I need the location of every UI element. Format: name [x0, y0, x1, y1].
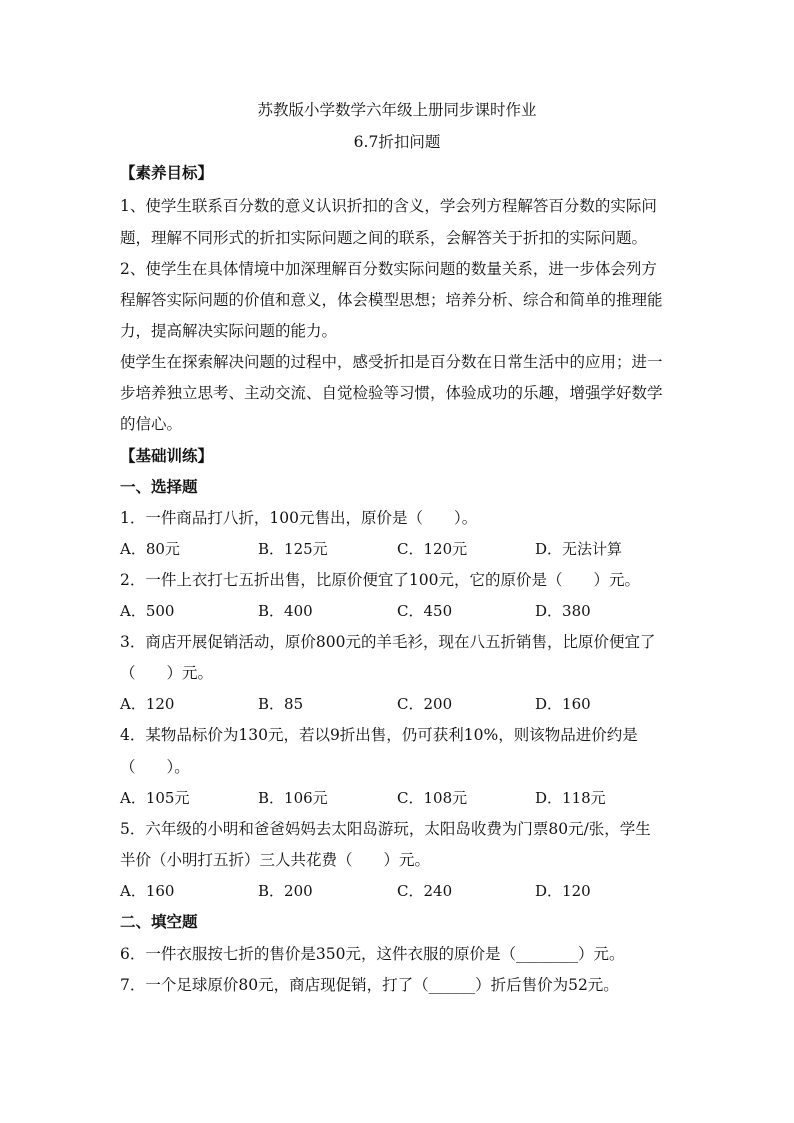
option-c: C．240 [397, 882, 453, 900]
goals-line: 使学生在探索解决问题的过程中，感受折扣是百分数在日常生活中的应用；进一 [120, 353, 663, 371]
option-d: D．120 [535, 882, 591, 900]
question-text: 半价（小明打五折）三人共花费（ ）元。 [120, 851, 431, 869]
question-text: 1．一件商品打八折，100元售出，原价是（ ）。 [120, 509, 478, 527]
page-title: 苏教版小学数学六年级上册同步课时作业 [257, 101, 537, 119]
goals-heading: 【素养目标】 [120, 163, 214, 182]
goals-line: 力，提高解决实际问题的能力。 [120, 322, 338, 340]
option-d: D．无法计算 [535, 540, 623, 558]
goals-line: 程解答实际问题的价值和意义，体会模型思想；培养分析、综合和简单的推理能 [120, 291, 663, 309]
section-heading-choice: 一、选择题 [120, 477, 198, 496]
question-text: 5．六年级的小明和爸爸妈妈去太阳岛游玩，太阳岛收费为门票80元/张，学生 [120, 820, 651, 838]
goals-line: 步培养独立思考、主动交流、自觉检验等习惯，体验成功的乐趣，增强学好数学 [120, 384, 663, 402]
goals-line: 的信心。 [120, 415, 183, 433]
option-d: D．160 [535, 695, 591, 713]
goals-line: 题，理解不同形式的折扣实际问题之间的联系，会解答关于折扣的实际问题。 [120, 229, 648, 247]
option-d: D．118元 [535, 789, 606, 807]
goals-line: 1、使学生联系百分数的意义认识折扣的含义，学会列方程解答百分数的实际问 [120, 197, 657, 215]
question-text: 2．一件上衣打七五折出售，比原价便宜了100元，它的原价是（ ）元。 [120, 571, 640, 589]
option-c: C．200 [397, 695, 453, 713]
option-b: B．85 [258, 695, 304, 713]
option-a: A．160 [120, 882, 175, 900]
option-b: B．200 [258, 882, 313, 900]
training-heading: 【基础训练】 [120, 446, 214, 465]
option-c: C．120元 [397, 540, 468, 558]
option-a: A．500 [120, 602, 175, 620]
question-text: 4．某物品标价为130元，若以9折出售，仍可获利10%，则该物品进价约是 [120, 726, 638, 744]
question-text: （ ）。 [120, 758, 190, 776]
section-heading-fill: 二、填空题 [120, 912, 198, 931]
question-text: （ ）元。 [120, 664, 214, 682]
option-a: A．120 [120, 695, 175, 713]
question-text: 3．商店开展促销活动，原价800元的羊毛衫，现在八五折销售，比原价便宜了 [120, 633, 656, 651]
page-subtitle: 6.7折扣问题 [353, 133, 441, 151]
option-b: B．400 [258, 602, 313, 620]
option-b: B．125元 [258, 540, 328, 558]
option-a: A．80元 [120, 540, 180, 558]
question-text: 7．一个足球原价80元，商店现促销，打了（______）折后售价为52元。 [120, 976, 619, 994]
option-d: D．380 [535, 602, 591, 620]
option-a: A．105元 [120, 789, 190, 807]
question-text: 6．一件衣服按七折的售价是350元，这件衣服的原价是（________）元。 [120, 945, 625, 963]
option-c: C．108元 [397, 789, 468, 807]
option-b: B．106元 [258, 789, 328, 807]
option-c: C．450 [397, 602, 453, 620]
goals-line: 2、使学生在具体情境中加深理解百分数实际问题的数量关系，进一步体会列方 [120, 260, 657, 278]
